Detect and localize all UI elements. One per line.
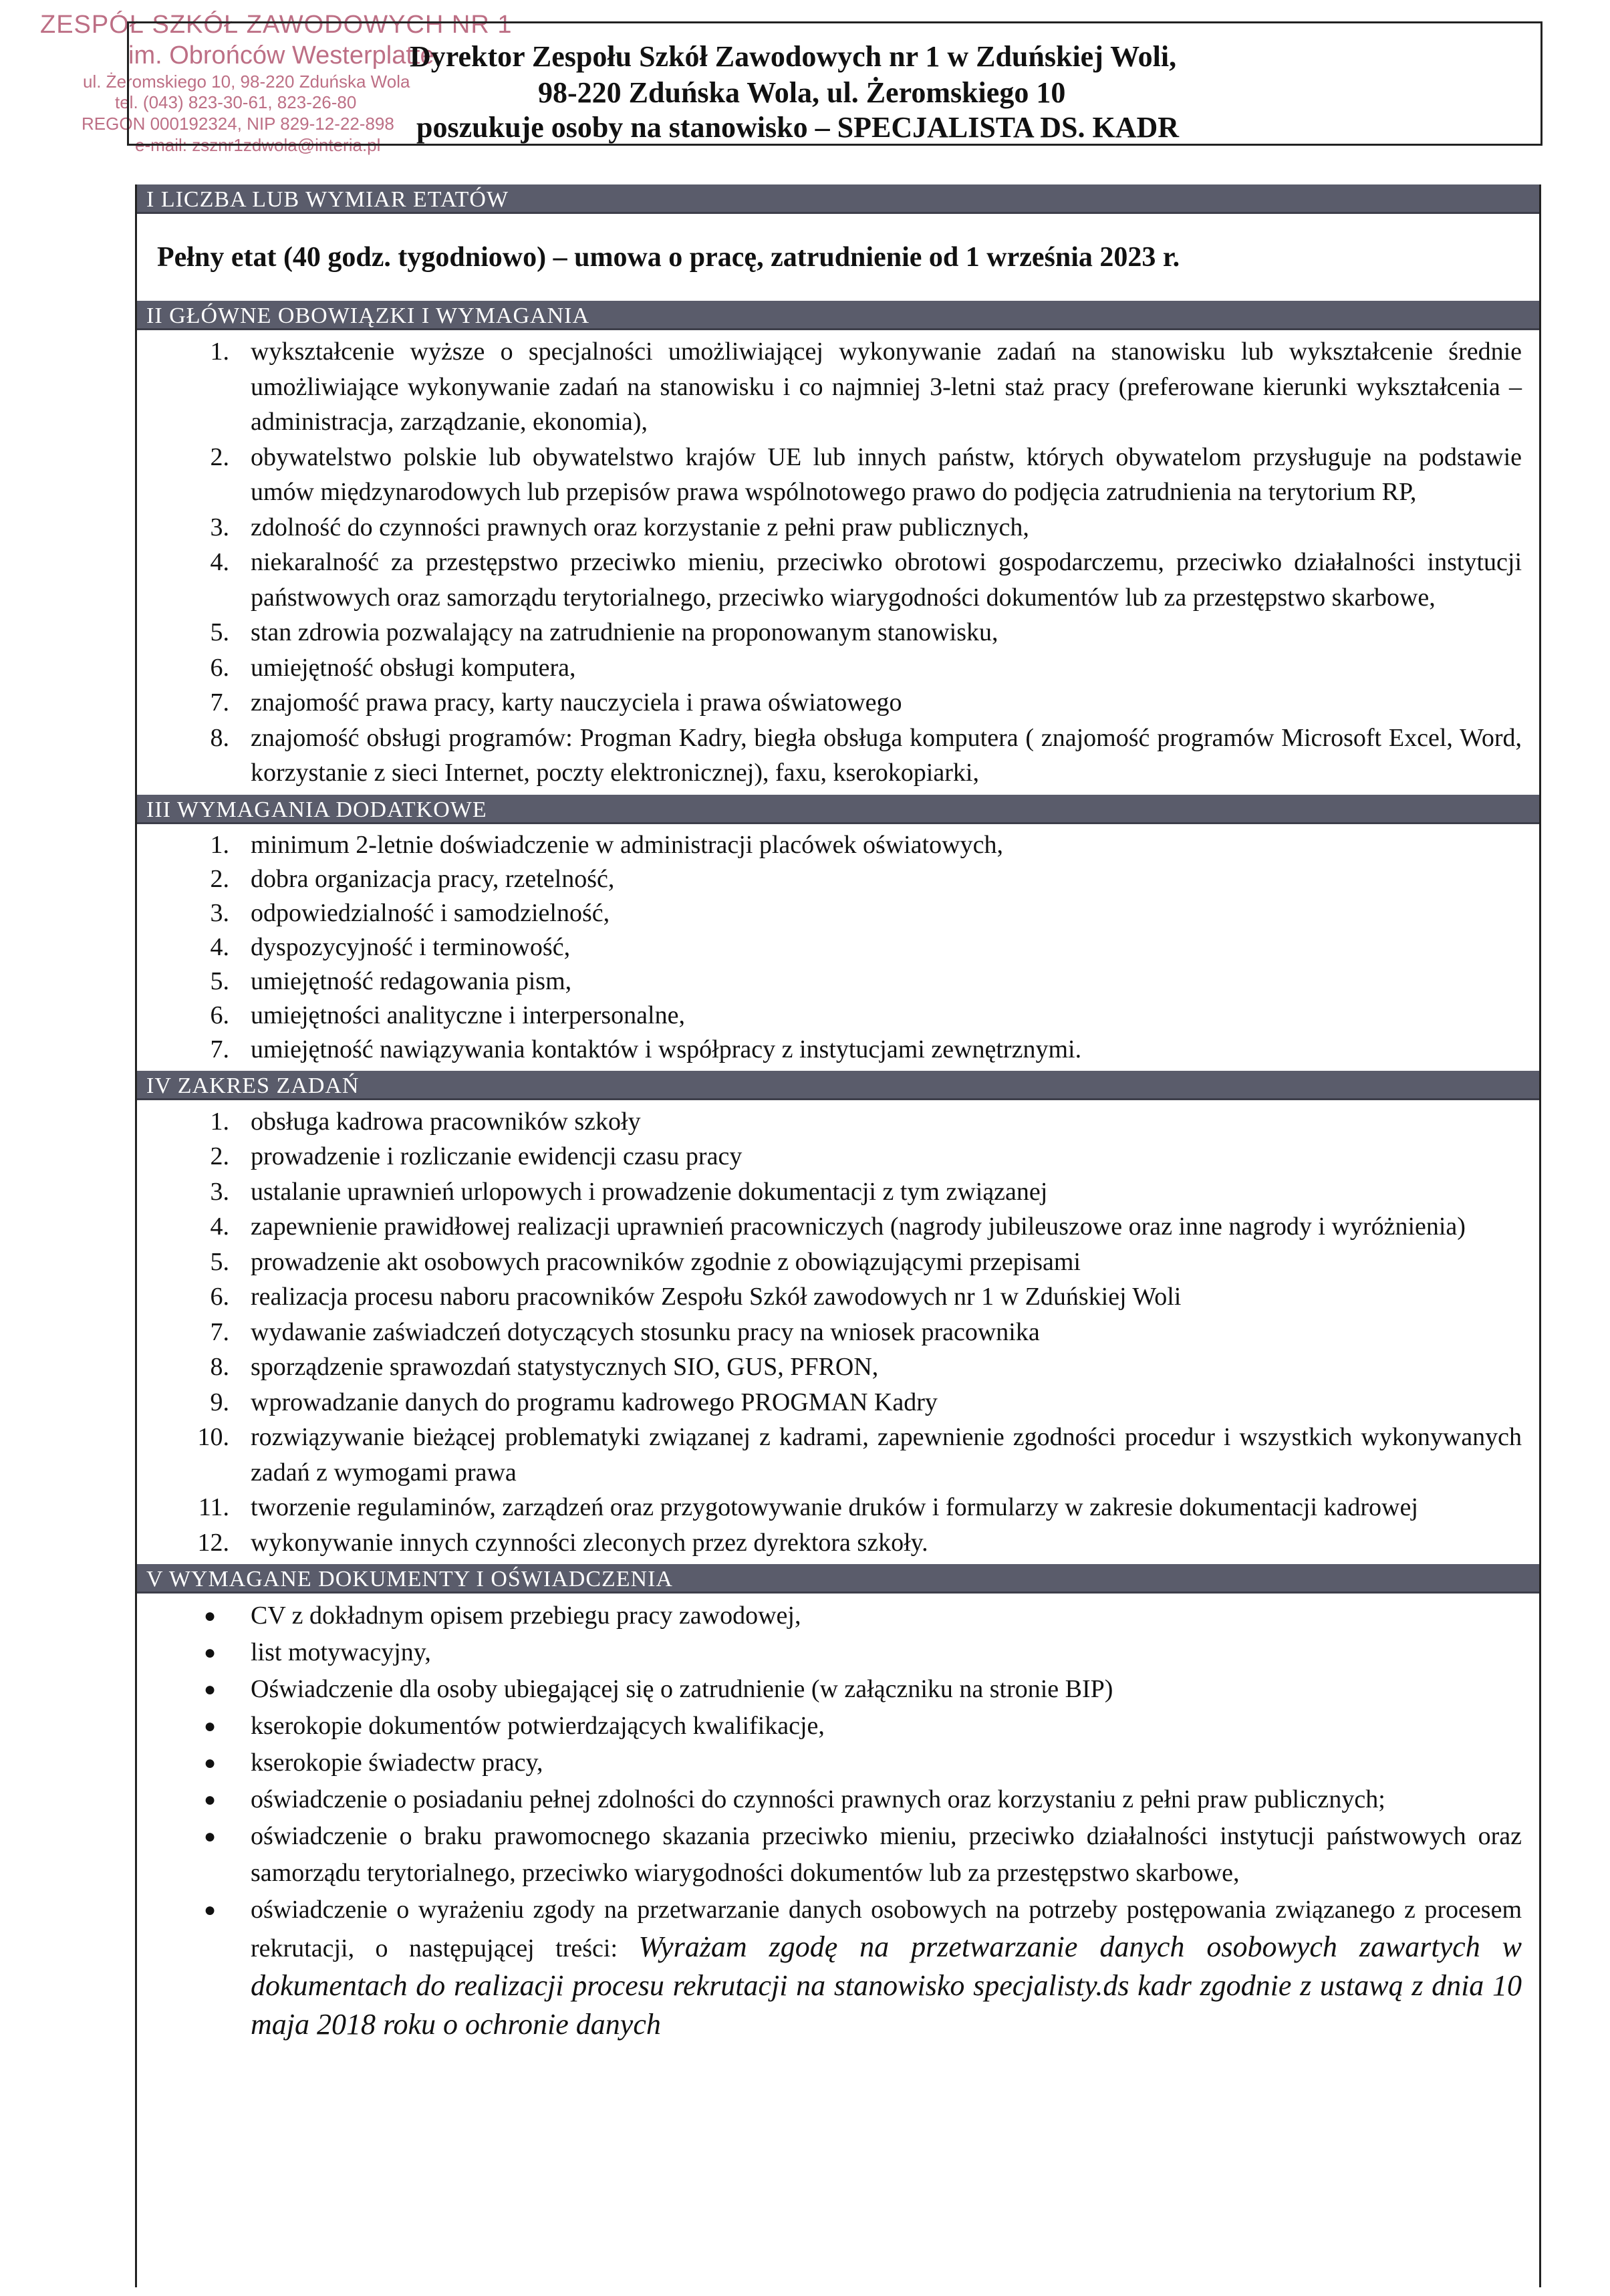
item-text: kserokopie świadectw pracy, bbox=[251, 1749, 543, 1777]
item-number: 9. bbox=[210, 1388, 229, 1416]
item-text: umiejętność redagowania pism, bbox=[251, 967, 572, 995]
item-number: 1. bbox=[210, 338, 229, 366]
item-number: 3. bbox=[210, 898, 229, 927]
item-text: CV z dokładnym opisem przebiegu pracy zawodowej, bbox=[251, 1602, 801, 1630]
bullet-icon: ● bbox=[204, 1642, 217, 1664]
item-number: 6. bbox=[210, 653, 229, 682]
list-item bbox=[137, 1104, 1539, 1140]
list-item bbox=[137, 828, 1539, 862]
list-item bbox=[137, 1033, 1539, 1067]
header-line: Dyrektor Zespołu Szkół Zawodowych nr 1 w Zduńskiej Woli, bbox=[410, 40, 1177, 73]
stamp-line: REGON 000192324, NIP 829-12-22-898 bbox=[82, 114, 394, 134]
list-item bbox=[137, 1781, 1539, 1818]
header-line: 98-220 Zduńska Wola, ul. Żeromskiego 10 bbox=[538, 76, 1066, 109]
item-number: 1. bbox=[210, 1107, 229, 1136]
section-header: III WYMAGANIA DODATKOWE bbox=[137, 795, 1539, 824]
list-item bbox=[137, 1634, 1539, 1671]
item-text: zapewnienie prawidłowej realizacji uprawnień pracowniczych (nagrody jubileuszowe oraz inne nagrody i wyróżnienia) bbox=[251, 1213, 1466, 1241]
item-number: 8. bbox=[210, 723, 229, 752]
list-item bbox=[137, 615, 1539, 650]
task-scope-list bbox=[137, 1100, 1539, 1565]
list-item bbox=[137, 440, 1539, 510]
item-text: list motywacyjny, bbox=[251, 1638, 431, 1666]
employment-terms: Pełny etat (40 godz. tygodniowo) – umowa o pracę, zatrudnienie od 1 września 2023 r. bbox=[157, 242, 1180, 273]
list-item bbox=[137, 1209, 1539, 1245]
item-number: 3. bbox=[210, 513, 229, 541]
item-text: oświadczenie o posiadaniu pełnej zdolności do czynności prawnych oraz korzystaniu z pełni praw publicznych; bbox=[251, 1785, 1385, 1813]
item-text: umiejętność obsługi komputera, bbox=[251, 653, 576, 682]
list-item bbox=[137, 1139, 1539, 1174]
item-text: sporządzenie sprawozdań statystycznych SIO, GUS, PFRON, bbox=[251, 1353, 879, 1381]
item-text: wykształcenie wyższe o specjalności umożliwiającej wykonywanie zadań na stanowisku lub wykształcenie średnie umożliwiające wykonywanie zadań na stanowisku i co najmniej 3-letni staż pracy (preferowane kierunki wykształcenia – administracja, zarządzanie, ekonomia), bbox=[251, 338, 1522, 436]
item-number: 1. bbox=[210, 830, 229, 859]
bullet-icon: ● bbox=[204, 1678, 217, 1700]
item-text: realizacja procesu naboru pracowników Zespołu Szkół zawodowych nr 1 w Zduńskiej Woli bbox=[251, 1283, 1182, 1311]
item-number: 2. bbox=[210, 1142, 229, 1170]
item-number: 4. bbox=[210, 932, 229, 961]
additional-requirements-list bbox=[137, 824, 1539, 1071]
consent-quote: Wyrażam zgodę na przetwarzanie danych osobowych zawartych w dokumentach do realizacji procesu rekrutacji na stanowisko specjalisty.ds kadr zgodnie z ustawą z dnia 10 maja 2018 roku o ochronie danych bbox=[251, 1930, 1522, 2041]
item-number: 6. bbox=[210, 1283, 229, 1311]
item-text: prowadzenie i rozliczanie ewidencji czasu pracy bbox=[251, 1142, 743, 1170]
header-line: poszukuje osoby na stanowisko – SPECJALISTA DS. KADR bbox=[416, 111, 1180, 144]
stamp-line: e-mail: zsznr1zdwola@interia.pl bbox=[135, 134, 381, 155]
item-text: kserokopie dokumentów potwierdzających kwalifikacje, bbox=[251, 1712, 825, 1740]
item-text: minimum 2-letnie doświadczenie w administracji placówek oświatowych, bbox=[251, 830, 1003, 859]
item-text: dobra organizacja pracy, rzetelność, bbox=[251, 864, 615, 893]
item-text: prowadzenie akt osobowych pracowników zgodnie z obowiązującymi przepisami bbox=[251, 1247, 1081, 1276]
item-number: 8. bbox=[210, 1353, 229, 1381]
item-text: wprowadzanie danych do programu kadrowego PROGMAN Kadry bbox=[251, 1388, 938, 1416]
announcement-body bbox=[135, 184, 1541, 2287]
list-item bbox=[137, 1350, 1539, 1385]
bullet-icon: ● bbox=[204, 1899, 217, 1921]
item-number: 4. bbox=[210, 548, 229, 576]
item-text: znajomość obsługi programów: Progman Kadry, biegła obsługa komputera ( znajomość programów Microsoft Excel, Word, korzystanie z sieci Internet, poczty elektronicznej), faxu, kserokopiarki, bbox=[251, 723, 1522, 787]
list-item bbox=[137, 1745, 1539, 1781]
item-text: odpowiedzialność i samodzielność, bbox=[251, 898, 610, 927]
item-text: oświadczenie o braku prawomocnego skazania przeciwko mieniu, przeciwko działalności instytucji państwowych oraz samorządu terytorialnego, przeciwko wiarygodności dokumentów lub za przestępstwo skarbowe, bbox=[251, 1822, 1522, 1887]
item-text: wykonywanie innych czynności zleconych przez dyrektora szkoły. bbox=[251, 1528, 928, 1557]
item-text: znajomość prawa pracy, karty nauczyciela i prawa oświatowego bbox=[251, 688, 902, 717]
item-number: 6. bbox=[210, 1001, 229, 1029]
item-text: niekaralność za przestępstwo przeciwko mieniu, przeciwko obrotowi gospodarczemu, przeciwko działalności instytucji państwowych oraz samorządu terytorialnego, przeciwko wiarygodności dokumentów lub za przestępstwo skarbowe, bbox=[251, 548, 1522, 612]
list-item bbox=[137, 1598, 1539, 1634]
item-text: dyspozycyjność i terminowość, bbox=[251, 932, 571, 961]
section-header: IV ZAKRES ZADAŃ bbox=[137, 1071, 1539, 1100]
list-item bbox=[137, 334, 1539, 440]
list-item bbox=[137, 1892, 1539, 2045]
item-text: Oświadczenie dla osoby ubiegającej się o zatrudnienie (w załączniku na stronie BIP) bbox=[251, 1675, 1113, 1703]
item-text: tworzenie regulaminów, zarządzeń oraz przygotowywanie druków i formularzy w zakresie dokumentacji kadrowej bbox=[251, 1493, 1418, 1521]
item-text: oświadczenie o wyrażeniu zgody na przetwarzanie danych osobowych na potrzeby postępowania związanego z procesem rekrutacji, o następującej treści: bbox=[251, 1896, 1522, 1962]
item-text: wydawanie zaświadczeń dotyczących stosunku pracy na wniosek pracownika bbox=[251, 1317, 1040, 1346]
item-number: 7. bbox=[210, 1035, 229, 1063]
list-item bbox=[137, 650, 1539, 686]
item-number: 2. bbox=[210, 864, 229, 893]
list-item bbox=[137, 1420, 1539, 1490]
item-number: 11. bbox=[198, 1493, 229, 1521]
list-item bbox=[137, 1490, 1539, 1525]
stamp-line: ZESPÓŁ SZKÓŁ ZAWODOWYCH NR 1 bbox=[40, 11, 513, 39]
item-number: 2. bbox=[210, 442, 229, 471]
item-number: 5. bbox=[210, 967, 229, 995]
item-number: 3. bbox=[210, 1177, 229, 1206]
list-item bbox=[137, 1708, 1539, 1745]
item-text: umiejętność nawiązywania kontaktów i współpracy z instytucjami zewnętrznymi. bbox=[251, 1035, 1082, 1063]
list-item bbox=[137, 1245, 1539, 1280]
stamp-line: tel. (043) 823-30-61, 823-26-80 bbox=[115, 92, 357, 113]
item-text: obywatelstwo polskie lub obywatelstwo krajów UE lub innych państw, których obywatelom przysługuje na podstawie umów międzynarodowych lub przepisów prawa wspólnotowego prawo do podjęcia zatrudnienia na terytorium RP, bbox=[251, 442, 1522, 506]
item-text: obsługa kadrowa pracowników szkoły bbox=[251, 1107, 641, 1136]
list-item bbox=[137, 999, 1539, 1033]
item-number: 5. bbox=[210, 618, 229, 646]
list-item bbox=[137, 1279, 1539, 1315]
list-item bbox=[137, 721, 1539, 791]
section-header: II GŁÓWNE OBOWIĄZKI I WYMAGANIA bbox=[137, 301, 1539, 330]
item-number: 10. bbox=[197, 1423, 229, 1451]
item-number: 7. bbox=[210, 1317, 229, 1346]
list-item bbox=[137, 965, 1539, 999]
list-item bbox=[137, 1818, 1539, 1892]
list-item bbox=[137, 930, 1539, 965]
list-item bbox=[137, 1174, 1539, 1210]
item-number: 5. bbox=[210, 1247, 229, 1276]
bullet-icon: ● bbox=[204, 1715, 217, 1737]
list-item bbox=[137, 545, 1539, 615]
list-item bbox=[137, 685, 1539, 721]
list-item bbox=[137, 510, 1539, 545]
item-number: 7. bbox=[210, 688, 229, 717]
main-requirements-list bbox=[137, 330, 1539, 795]
item-text: umiejętności analityczne i interpersonalne, bbox=[251, 1001, 685, 1029]
bullet-icon: ● bbox=[204, 1789, 217, 1811]
stamp-line: ul. Żeromskiego 10, 98-220 Zduńska Wola bbox=[83, 71, 410, 92]
item-number: 12. bbox=[197, 1528, 229, 1557]
item-text: ustalanie uprawnień urlopowych i prowadzenie dokumentacji z tym związanej bbox=[251, 1177, 1048, 1206]
item-text: stan zdrowia pozwalający na zatrudnienie na proponowanym stanowisku, bbox=[251, 618, 998, 646]
item-text: rozwiązywanie bieżącej problematyki związanej z kadrami, zapewnienie zgodności procedur i wszystkich wykonywanych zadań z wymogami prawa bbox=[251, 1423, 1522, 1487]
item-number: 4. bbox=[210, 1213, 229, 1241]
section-header: I LICZBA LUB WYMIAR ETATÓW bbox=[137, 184, 1539, 214]
list-item bbox=[137, 1671, 1539, 1708]
bullet-icon: ● bbox=[204, 1752, 217, 1774]
document-header bbox=[127, 21, 1542, 146]
list-item bbox=[137, 896, 1539, 930]
required-documents-list bbox=[137, 1593, 1539, 2049]
bullet-icon: ● bbox=[204, 1825, 217, 1847]
list-item bbox=[137, 1385, 1539, 1420]
list-item bbox=[137, 1315, 1539, 1350]
item-text: zdolność do czynności prawnych oraz korzystanie z pełni praw publicznych, bbox=[251, 513, 1029, 541]
list-item bbox=[137, 1525, 1539, 1561]
bullet-icon: ● bbox=[204, 1605, 217, 1627]
section-header: V WYMAGANE DOKUMENTY I OŚWIADCZENIA bbox=[137, 1564, 1539, 1593]
list-item bbox=[137, 862, 1539, 896]
stamp-line: im. Obrońców Westerplatte bbox=[128, 41, 434, 70]
